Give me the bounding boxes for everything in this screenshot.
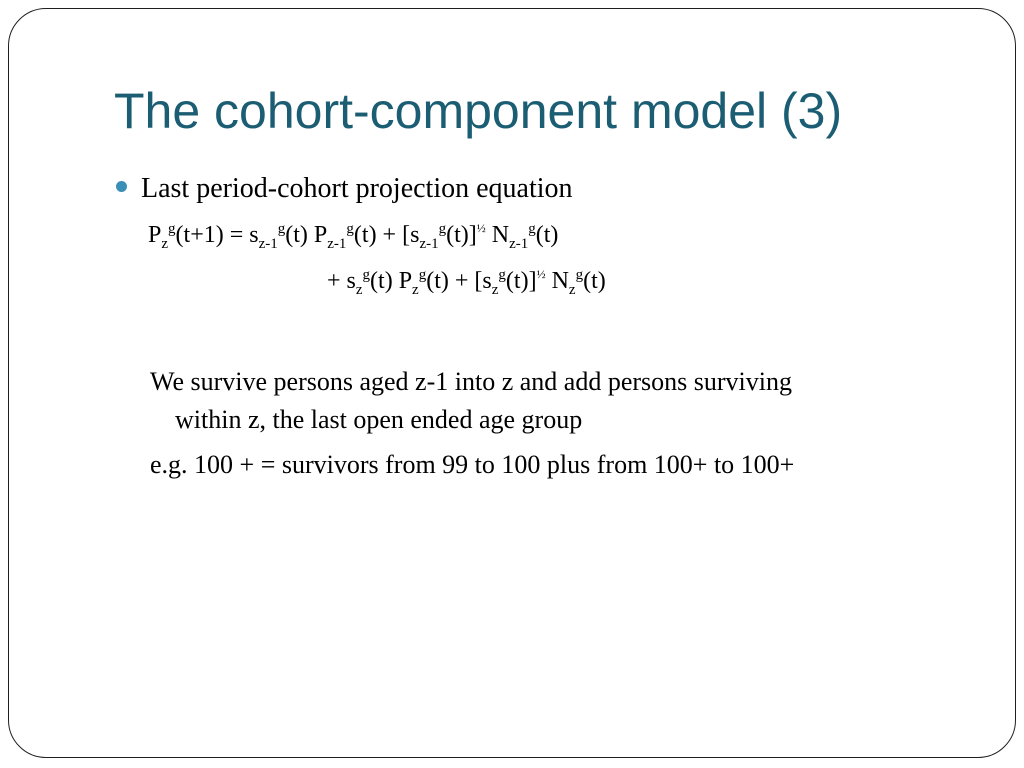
eq-superscript: g [277, 221, 286, 237]
explanation-line-1: We survive persons aged z-1 into z and add persons surviving [150, 367, 792, 396]
eq-subscript: z [355, 282, 363, 298]
eq-subscript: z-1 [258, 236, 278, 252]
eq-token: (t) P [285, 222, 328, 248]
eq-subscript: z-1 [419, 236, 439, 252]
eq-token: + s [327, 268, 356, 294]
eq-token: (t) [535, 222, 559, 248]
eq-token: P [148, 222, 162, 248]
eq-superscript: g [362, 267, 371, 283]
eq-token: (t) + [s [353, 222, 420, 248]
slide-title: The cohort-component model (3) [114, 83, 843, 139]
example-text: e.g. 100 + = survivors from 99 to 100 plus from 100+ to 100+ [150, 450, 795, 479]
eq-exponent-half: ½ [476, 221, 486, 235]
eq-superscript: g [528, 221, 536, 237]
eq-subscript: z-1 [509, 236, 529, 252]
eq-token: (t)] [446, 222, 477, 248]
eq-token: (t+1) = s [175, 222, 259, 248]
eq-superscript: g [438, 221, 447, 237]
eq-superscript: g [168, 221, 176, 237]
eq-subscript: z-1 [327, 236, 347, 252]
bullet-text: Last period-cohort projection equation [141, 173, 573, 204]
eq-subscript: z [491, 282, 499, 298]
eq-token: (t) + [s [426, 268, 492, 294]
eq-subscript: z [568, 282, 576, 298]
eq-token: N [485, 222, 510, 248]
explanation-line-2: within z, the last open ended age group [175, 405, 583, 434]
eq-superscript: g [346, 221, 354, 237]
eq-superscript: g [418, 267, 427, 283]
equation-line-1 [148, 221, 559, 252]
eq-superscript: g [498, 267, 506, 283]
equation-line-2 [327, 267, 606, 298]
eq-subscript: z [161, 236, 169, 252]
bullet-item [116, 173, 573, 205]
eq-token: (t) [583, 268, 606, 294]
eq-token: (t) P [370, 268, 413, 294]
explanation-paragraph [150, 363, 950, 439]
eq-subscript: z [412, 282, 419, 298]
eq-superscript: g [575, 267, 584, 283]
eq-exponent-half: ½ [536, 267, 546, 281]
eq-token: (t)] [505, 268, 537, 294]
eq-token: N [545, 268, 569, 294]
bullet-icon [116, 181, 127, 192]
